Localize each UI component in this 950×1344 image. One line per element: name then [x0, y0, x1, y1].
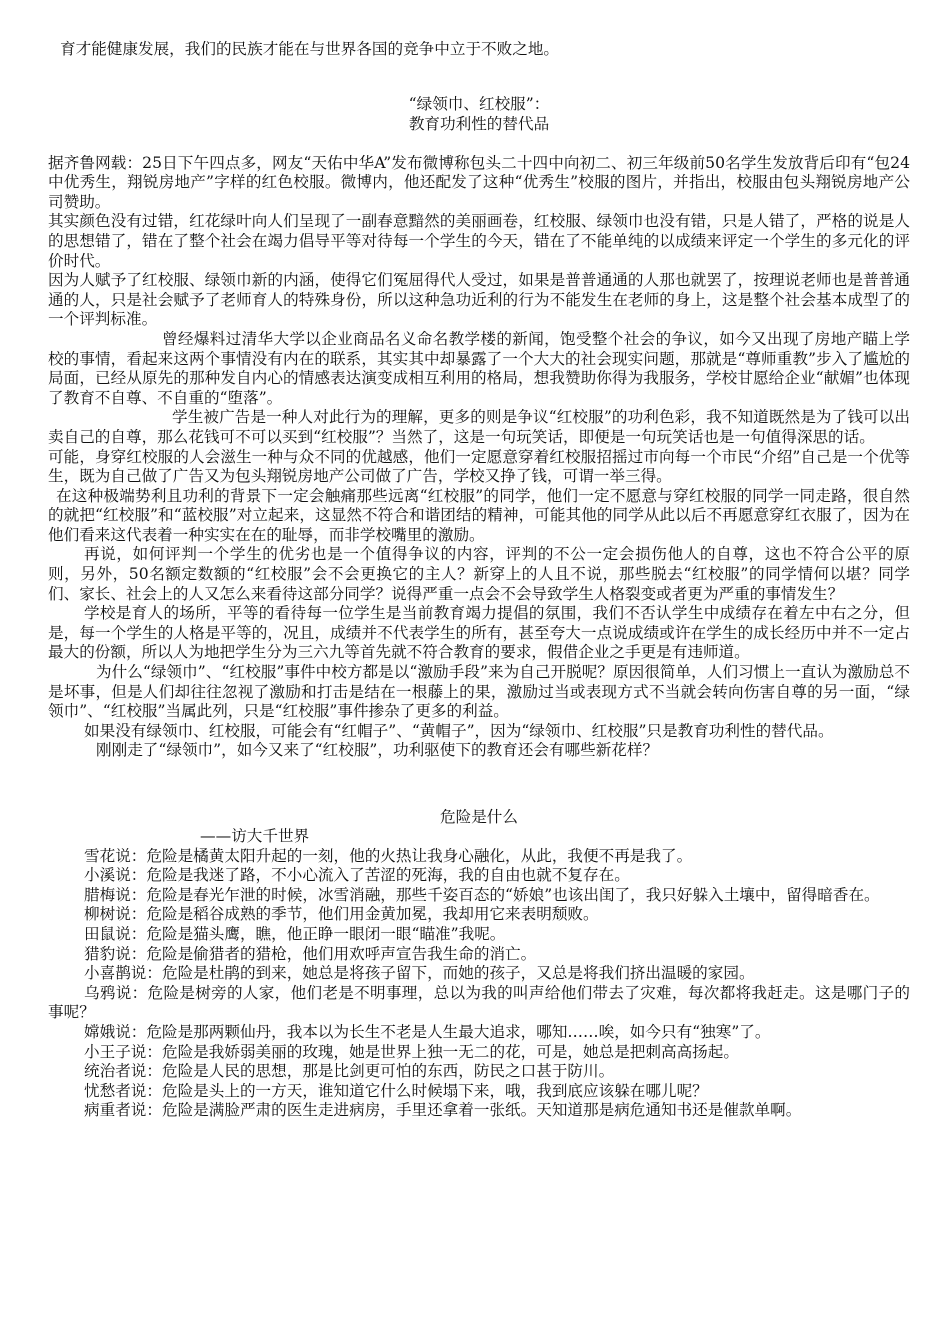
voice-line: 猎豹说：危险是偷猎者的猎枪，他们用欢呼声宣告我生命的消亡。 — [84, 944, 537, 963]
document-page — [48, 40, 910, 1121]
article1-paragraph: 为什么“绿领巾”、“红校服”事件中校方都是以“激励手段”来为自己开脱呢？原因很简单，人们习惯上一直认为激励总不是坏事，但是人们却往往忽视了激励和打击是结在一根藤上的果，激励过当或表现方式不当就会转向伤害自尊的另一面，“绿领巾”、“红校服”当属此列，只是“红校服”事件掺杂了更多的利益。 — [48, 663, 910, 721]
voice-line: 乌鸦说：危险是树旁的人家，他们老是不明事理，总以为我的叫声给他们带去了灾难，每次都将我赶走。这是哪门子的事呢？ — [48, 983, 910, 1022]
article1-paragraph: 学生被广告是一种人对此行为的理解，更多的则是争议“红校服”的功利色彩，我不知道既然是为了钱可以出卖自己的自尊，那么花钱可不可以买到“红校服”？当然了，这是一句玩笑话，即便是一句玩笑话也是一句值得深思的话。 — [48, 408, 910, 446]
article1-paragraph: 在这种极端势利且功利的背景下一定会触痛那些远离“红校服”的同学，他们一定不愿意与穿红校服的同学一同走路，很自然的就把“红校服”和“蓝校服”对立起来，这显然不符合和谐团结的精神，可能其他的同学从此以后不再愿意穿红衣服了，因为在他们看来这代表着一种实实在在的耻辱，而非学校嘴里的激励。 — [48, 486, 910, 544]
article1-paragraph: 曾经爆料过清华大学以企业商品名义命名教学楼的新闻，饱受整个社会的争议，如今又出现了房地产瞄上学校的事情，看起来这两个事情没有内在的联系，其实其中却暴露了一个大大的社会现实问题，那就是“尊师重教”步入了尴尬的局面，已经从原先的那种发自内心的情感表达演变成相互利用的格局，想我赞助你得为我服务，学校甘愿给企业“献媚”也体现了教育不自尊、不自重的“堕落”。 — [48, 329, 910, 407]
voice-line: 统治者说：危险是人民的思想，那是比剑更可怕的东西，防民之口甚于防川。 — [84, 1062, 615, 1081]
article1-title — [48, 94, 910, 134]
article1-paragraph: 刚刚走了“绿领巾”，如今又来了“红校服”，功利驱使下的教育还会有哪些新花样？ — [96, 741, 659, 760]
voice-line: 雪花说：危险是橘黄太阳升起的一刻，他的火热让我身心融化，从此，我便不再是我了。 — [84, 846, 693, 865]
article1-title-line1: “绿领巾、红校服”： — [408, 94, 550, 113]
article2-body — [48, 847, 910, 1121]
voice-line: 柳树说：危险是稻谷成熟的季节，他们用金黄加冕，我却用它来表明颓败。 — [84, 905, 599, 924]
voice-line: 小王子说：危险是我娇弱美丽的玫瑰，她是世界上独一无二的花，可是，她总是把刺高高扬起。 — [84, 1042, 739, 1061]
article2-title: 危险是什么 — [440, 808, 518, 826]
article1-paragraph: 因为人赋予了红校服、绿领巾新的内涵，使得它们冤屈得代人受过，如果是普普通通的人那也就罢了，按理说老师也是普普通通的人，只是社会赋予了老师育人的特殊身份，所以这种急功近利的行为不能发生在老师的身上，这是整个社会基本成型了的一个评判标准。 — [48, 271, 910, 329]
voice-line: 病重者说：危险是满脸严肃的医生走进病房，手里还拿着一张纸。天知道那是病危通知书还是催款单啊。 — [84, 1101, 802, 1120]
voice-line: 嫦娥说：危险是那两颗仙丹，我本以为长生不老是人生最大追求，哪知……唉，如今只有“独寒”了。 — [84, 1022, 771, 1041]
article1-title-line2: 教育功利性的替代品 — [408, 114, 550, 133]
intro-line: 育才能健康发展，我们的民族才能在与世界各国的竞争中立于不败之地。 — [60, 40, 560, 58]
voice-line: 忧愁者说：危险是头上的一方天，谁知道它什么时候塌下来，哦，我到底应该躲在哪儿呢？ — [84, 1081, 708, 1100]
article1-paragraph: 再说，如何评判一个学生的优劣也是一个值得争议的内容，评判的不公一定会损伤他人的自尊，这也不符合公平的原则，另外，50名额定数额的“红校服”会不会更换它的主人？新穿上的人且不说，那些脱去“红校服”的同学情何以堪？同学们、家长、社会上的人又怎么来看待这部分同学？说得严重一点会不会导致学生人格裂变或者更为严重的事情发生？ — [48, 545, 910, 603]
article1-paragraph: 学校是育人的场所，平等的看待每一位学生是当前教育竭力提倡的氛围，我们不否认学生中成绩存在着左中右之分，但是，每一个学生的人格是平等的，况且，成绩并不代表学生的所有，甚至夸大一点说成绩或许在学生的成长经历中并不一定占最大的份额，所以人为地把学生分为三六九等首先就不符合教育的要求，假借企业之手更是有违师道。 — [48, 604, 910, 662]
article1-paragraph: 其实颜色没有过错，红花绿叶向人们呈现了一副春意黯然的美丽画卷，红校服、绿领巾也没有错，只是人错了，严格的说是人的思想错了，错在了整个社会在竭力倡导平等对待每一个学生的今天，错在了不能单纯的以成绩来评定一个学生的多元化的评价时代。 — [48, 212, 910, 270]
voice-line: 小溪说：危险是我迷了路，不小心流入了苦涩的死海，我的自由也就不复存在。 — [84, 866, 630, 885]
section-gap — [48, 761, 910, 807]
voice-line: 腊梅说：危险是春光乍泄的时候，冰雪消融，那些千姿百态的“娇娘”也该出闺了，我只好躲入土壤中，留得暗香在。 — [84, 885, 880, 904]
article2-subtitle: ——访大千世界 — [200, 827, 310, 845]
article1-paragraph: 据齐鲁网载：25日下午四点多，网友“天佑中华A”发布微博称包头二十四中向初二、初三年级前50名学生发放背后印有“包24中优秀生，翔锐房地产”字样的红色校服。微博内，他还配发了这种“优秀生”校服的图片，并指出，校服由包头翔锐房地产公司赞助。 — [48, 153, 910, 211]
article1-body — [48, 154, 910, 761]
voice-line: 田鼠说：危险是猫头鹰，瞧，他正睁一眼闭一眼“瞄准”我呢。 — [84, 924, 506, 943]
article1-paragraph: 可能，身穿红校服的人会滋生一种与众不同的优越感，他们一定愿意穿着红校服招摇过市向每一个市民“介绍”自己是一个优等生，既为自己做了广告又为包头翔锐房地产公司做了广告，学校又挣了钱，可谓一举三得。 — [48, 447, 910, 486]
article1-paragraph: 如果没有绿领巾、红校服，可能会有“红帽子”、“黄帽子”，因为“绿领巾、红校服”只是教育功利性的替代品。 — [84, 721, 834, 740]
voice-line: 小喜鹊说：危险是杜鹃的到来，她总是将孩子留下，而她的孩子，又总是将我们挤出温暖的家园。 — [84, 964, 755, 983]
